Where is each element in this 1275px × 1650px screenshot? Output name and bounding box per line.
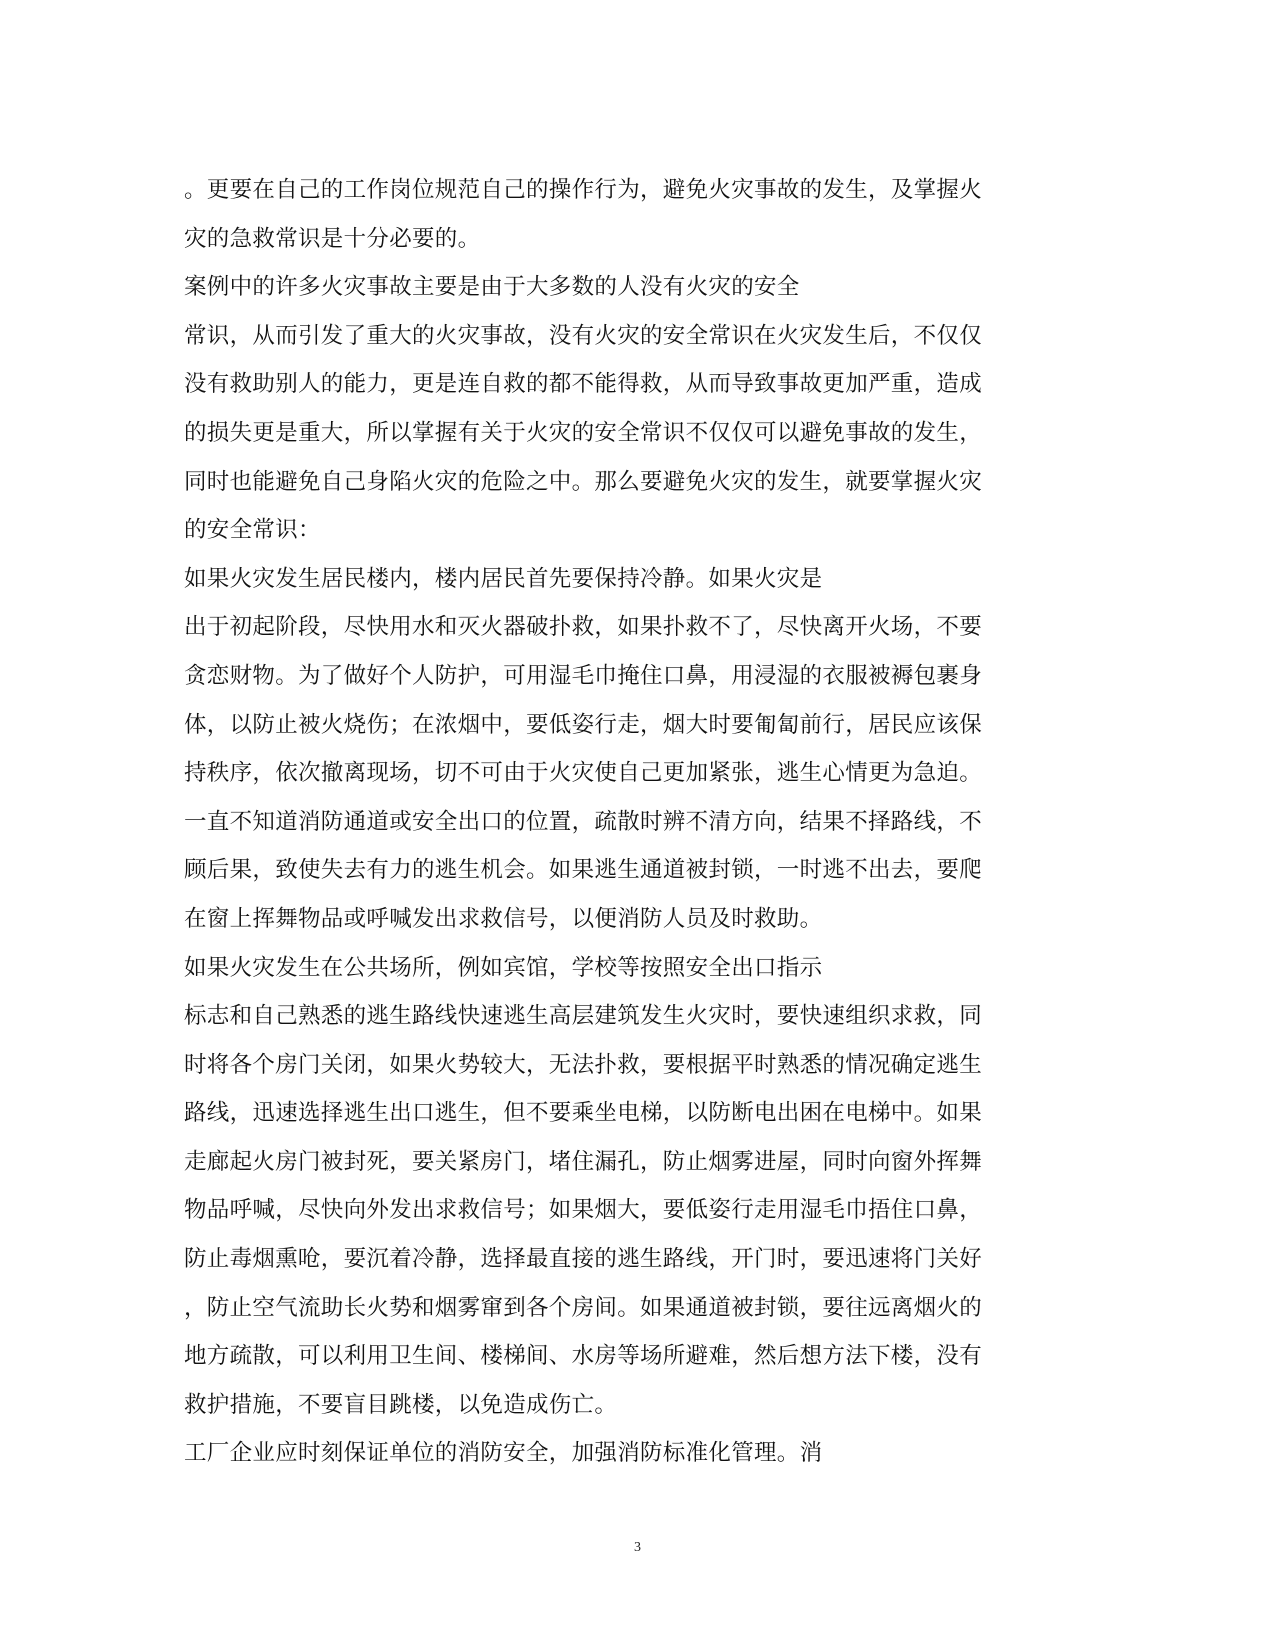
text-line: 出于初起阶段，尽快用水和灭火器破扑救，如果扑救不了，尽快离开火场，不要 xyxy=(184,614,983,641)
text-line: ，防止空气流助长火势和烟雾窜到各个房间。如果通道被封锁，要往远离烟火的 xyxy=(184,1294,983,1321)
page-number: 3 xyxy=(634,1540,641,1555)
text-line: 一直不知道消防通道或安全出口的位置，疏散时辨不清方向，结果不择路线，不 xyxy=(184,808,983,835)
text-line: 常识，从而引发了重大的火灾事故，没有火灾的安全常识在火灾发生后，不仅仅 xyxy=(184,322,983,349)
text-line: 案例中的许多火灾事故主要是由于大多数的人没有火灾的安全 xyxy=(184,274,800,301)
document-body xyxy=(184,166,1064,1478)
text-line: 路线，迅速选择逃生出口逃生，但不要乘坐电梯，以防断电出困在电梯中。如果 xyxy=(184,1100,983,1127)
text-line: 走廊起火房门被封死，要关紧房门，堵住漏孔，防止烟雾进屋，同时向窗外挥舞 xyxy=(184,1148,983,1175)
text-line: 标志和自己熟悉的逃生路线快速逃生高层建筑发生火灾时，要快速组织求救，同 xyxy=(184,1003,983,1030)
text-line: 工厂企业应时刻保证单位的消防安全，加强消防标准化管理。消 xyxy=(184,1440,823,1467)
text-line: 物品呼喊，尽快向外发出求救信号；如果烟大，要低姿行走用湿毛巾捂住口鼻， xyxy=(184,1197,983,1224)
text-line: 如果火灾发生居民楼内，楼内居民首先要保持冷静。如果火灾是 xyxy=(184,565,823,592)
text-line: 同时也能避免自己身陷火灾的危险之中。那么要避免火灾的发生，就要掌握火灾 xyxy=(184,468,983,495)
text-line: 在窗上挥舞物品或呼喊发出求救信号，以便消防人员及时救助。 xyxy=(184,905,823,932)
text-line: 。更要在自己的工作岗位规范自己的操作行为，避免火灾事故的发生，及掌握火 xyxy=(184,177,983,203)
text-line: 贪恋财物。为了做好个人防护，可用湿毛巾掩住口鼻，用浸湿的衣服被褥包裹身 xyxy=(184,662,983,689)
text-line: 地方疏散，可以利用卫生间、楼梯间、水房等场所避难，然后想方法下楼，没有 xyxy=(184,1343,983,1370)
text-line: 顾后果，致使失去有力的逃生机会。如果逃生通道被封锁，一时逃不出去，要爬 xyxy=(184,857,983,884)
text-line: 体，以防止被火烧伤；在浓烟中，要低姿行走，烟大时要匍匐前行，居民应该保 xyxy=(184,711,983,738)
text-line: 灾的急救常识是十分必要的。 xyxy=(184,225,481,252)
text-line: 持秩序，依次撤离现场，切不可由于火灾使自己更加紧张，逃生心情更为急迫。 xyxy=(184,760,983,787)
text-line: 救护措施，不要盲目跳楼，以免造成伤亡。 xyxy=(184,1391,618,1418)
text-line: 没有救助别人的能力，更是连自救的都不能得救，从而导致事故更加严重，造成 xyxy=(184,371,983,398)
text-line: 的安全常识： xyxy=(184,517,321,544)
text-line: 防止毒烟熏呛，要沉着冷静，选择最直接的逃生路线，开门时，要迅速将门关好 xyxy=(184,1246,983,1273)
text-line: 的损失更是重大，所以掌握有关于火灾的安全常识不仅仅可以避免事故的发生， xyxy=(184,419,983,446)
text-line: 如果火灾发生在公共场所，例如宾馆，学校等按照安全出口指示 xyxy=(184,954,823,981)
text-line: 时将各个房门关闭，如果火势较大，无法扑救，要根据平时熟悉的情况确定逃生 xyxy=(184,1051,983,1078)
